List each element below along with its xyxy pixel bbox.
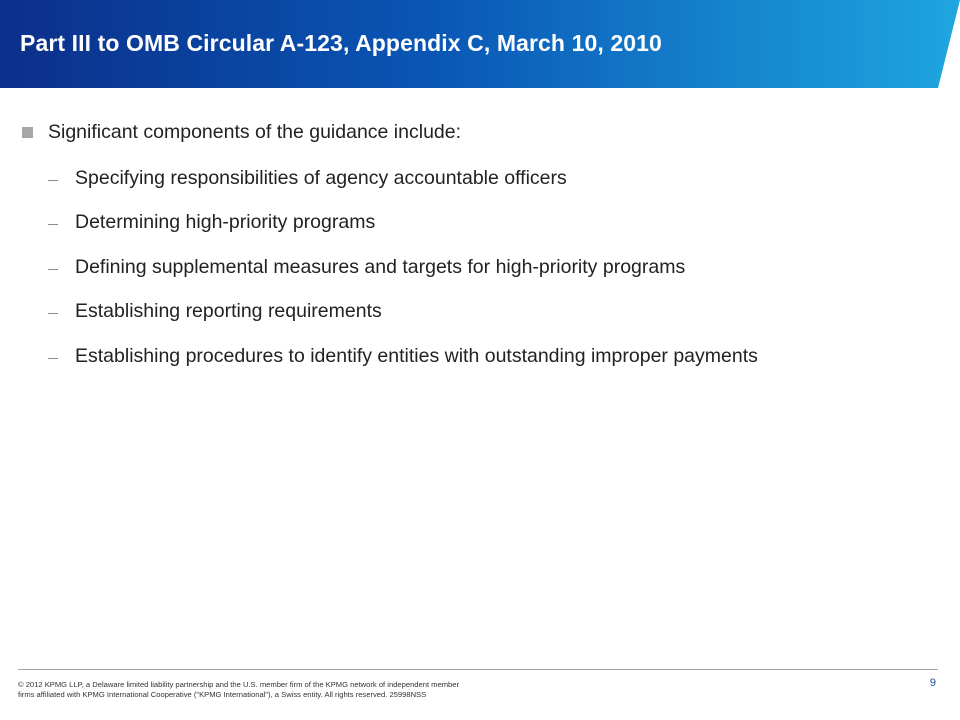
slide-title: Part III to OMB Circular A-123, Appendix C, March 10, 2010 <box>20 30 662 56</box>
copyright-line-1: © 2012 KPMG LLP, a Delaware limited liability partnership and the U.S. member firm of the KPMG network of independent member <box>18 680 460 689</box>
title-banner <box>0 0 960 88</box>
footer-copyright <box>18 680 578 699</box>
dash-bullet-icon <box>48 358 58 359</box>
square-bullet-icon <box>22 127 33 138</box>
sub-bullet-text: Specifying responsibilities of agency accountable officers <box>75 167 567 189</box>
page-number: 9 <box>929 677 936 689</box>
main-bullet <box>22 121 461 144</box>
sub-bullet-3 <box>48 256 685 279</box>
sub-bullet-5 <box>48 345 758 368</box>
copyright-line-2: firms affiliated with KPMG International Cooperative ("KPMG International"), a Swiss entity. All rights reserved. 25998NSS <box>18 689 427 699</box>
sub-bullet-text: Establishing reporting requirements <box>75 300 382 322</box>
dash-bullet-icon <box>48 224 58 225</box>
dash-bullet-icon <box>48 269 58 270</box>
footer-divider <box>18 669 938 670</box>
dash-bullet-icon <box>48 313 58 314</box>
main-bullet-text: Significant components of the guidance include: <box>48 121 462 143</box>
sub-bullet-4 <box>48 300 382 323</box>
sub-bullet-1 <box>48 167 567 190</box>
sub-bullet-2 <box>48 211 375 234</box>
sub-bullet-text: Defining supplemental measures and targets for high-priority programs <box>75 256 686 278</box>
sub-bullet-text: Establishing procedures to identify entities with outstanding improper payments <box>75 345 758 367</box>
dash-bullet-icon <box>48 180 58 181</box>
sub-bullet-text: Determining high-priority programs <box>75 211 376 233</box>
